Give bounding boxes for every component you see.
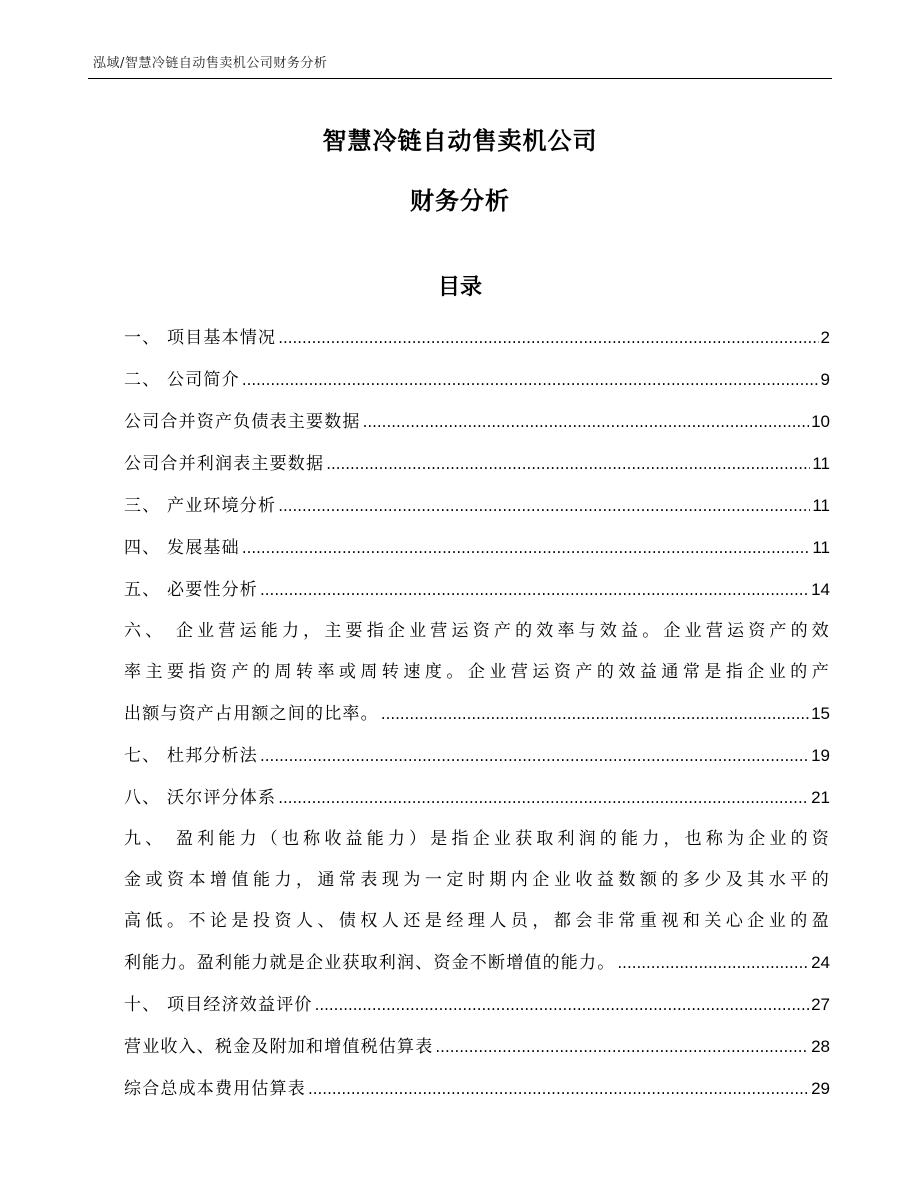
toc-page-number: 19 bbox=[811, 746, 830, 765]
toc-entry[interactable] bbox=[124, 527, 830, 569]
dot-leader bbox=[242, 528, 811, 569]
toc-page-number: 27 bbox=[811, 995, 830, 1014]
dot-leader bbox=[260, 736, 809, 777]
toc-entry-line: 率主要指资产的周转率或周转速度。企业营运资产的效益通常是指企业的产 bbox=[124, 662, 830, 682]
toc-entry[interactable] bbox=[124, 359, 830, 401]
running-header: 泓域/智慧冷链自动售卖机公司财务分析 bbox=[93, 56, 328, 71]
toc-entry-title: 一、 项目基本情况 bbox=[124, 328, 277, 348]
dot-leader bbox=[242, 360, 819, 401]
dot-leader bbox=[308, 1069, 809, 1110]
toc-entry-title: 公司合并利润表主要数据 bbox=[124, 454, 325, 474]
toc-entry-title: 三、 产业环境分析 bbox=[124, 496, 277, 516]
toc-page-number: 10 bbox=[811, 412, 830, 431]
toc-entry[interactable] bbox=[124, 317, 830, 359]
toc-entry[interactable] bbox=[124, 735, 830, 777]
table-of-contents bbox=[124, 317, 830, 1110]
toc-entry-title: 五、 必要性分析 bbox=[124, 580, 259, 600]
toc-entry[interactable] bbox=[124, 777, 830, 819]
document-subtitle: 财务分析 bbox=[410, 187, 510, 215]
toc-page-number: 11 bbox=[812, 496, 830, 515]
dot-leader bbox=[278, 778, 809, 819]
toc-entry-title: 公司合并资产负债表主要数据 bbox=[124, 412, 361, 432]
toc-page-number: 11 bbox=[812, 538, 830, 557]
toc-entry-title: 营业收入、税金及附加和增值税估算表 bbox=[124, 1037, 434, 1057]
toc-heading: 目录 bbox=[437, 275, 482, 300]
toc-page-number: 28 bbox=[811, 1037, 830, 1056]
dot-leader bbox=[278, 318, 818, 359]
toc-page-number: 21 bbox=[811, 788, 830, 807]
dot-leader bbox=[363, 402, 809, 443]
toc-entry[interactable] bbox=[124, 401, 830, 443]
toc-entry[interactable] bbox=[124, 443, 830, 485]
dot-leader bbox=[315, 985, 809, 1026]
toc-page-number: 15 bbox=[811, 704, 830, 723]
toc-entry-title: 十、 项目经济效益评价 bbox=[124, 995, 313, 1015]
toc-page-number: 11 bbox=[812, 454, 830, 473]
toc-entry-line: 高低。不论是投资人、债权人还是经理人员，都会非常重视和关心企业的盈 bbox=[124, 911, 830, 931]
toc-entry-line: 六、 企业营运能力，主要指企业营运资产的效率与效益。企业营运资产的效 bbox=[124, 621, 830, 641]
dot-leader bbox=[260, 570, 809, 611]
dot-leader bbox=[435, 1027, 809, 1068]
dot-leader bbox=[278, 486, 810, 527]
toc-entry[interactable] bbox=[124, 1068, 830, 1110]
toc-page-number: 14 bbox=[811, 580, 830, 599]
toc-page-number: 29 bbox=[811, 1079, 830, 1098]
toc-entry-multiline[interactable] bbox=[124, 819, 830, 984]
toc-page-number: 2 bbox=[820, 328, 830, 347]
toc-entry[interactable] bbox=[124, 485, 830, 527]
toc-entry-title: 四、 发展基础 bbox=[124, 538, 240, 558]
header-divider bbox=[88, 78, 832, 79]
dot-leader bbox=[381, 694, 809, 735]
dot-leader bbox=[326, 444, 810, 485]
document-title: 智慧冷链自动售卖机公司 bbox=[322, 127, 598, 155]
toc-entry[interactable] bbox=[124, 984, 830, 1026]
toc-entry-multiline[interactable] bbox=[124, 611, 830, 735]
toc-entry-title: 出额与资产占用额之间的比率。 bbox=[124, 704, 379, 724]
toc-page-number: 24 bbox=[811, 953, 830, 972]
toc-page-number: 9 bbox=[820, 370, 830, 389]
toc-entry-title: 二、 公司简介 bbox=[124, 370, 240, 390]
toc-entry-line: 金或资本增值能力，通常表现为一定时期内企业收益数额的多少及其水平的 bbox=[124, 870, 830, 890]
toc-entry[interactable] bbox=[124, 569, 830, 611]
toc-entry-title: 利能力。盈利能力就是企业获取利润、资金不断增值的能力。 bbox=[124, 953, 616, 973]
toc-entry[interactable] bbox=[124, 1026, 830, 1068]
toc-entry-title: 综合总成本费用估算表 bbox=[124, 1079, 306, 1099]
toc-entry-line: 九、 盈利能力（也称收益能力）是指企业获取利润的能力，也称为企业的资 bbox=[124, 829, 830, 849]
toc-entry-title: 七、 杜邦分析法 bbox=[124, 746, 259, 766]
toc-entry-title: 八、 沃尔评分体系 bbox=[124, 788, 277, 808]
dot-leader bbox=[617, 943, 809, 984]
